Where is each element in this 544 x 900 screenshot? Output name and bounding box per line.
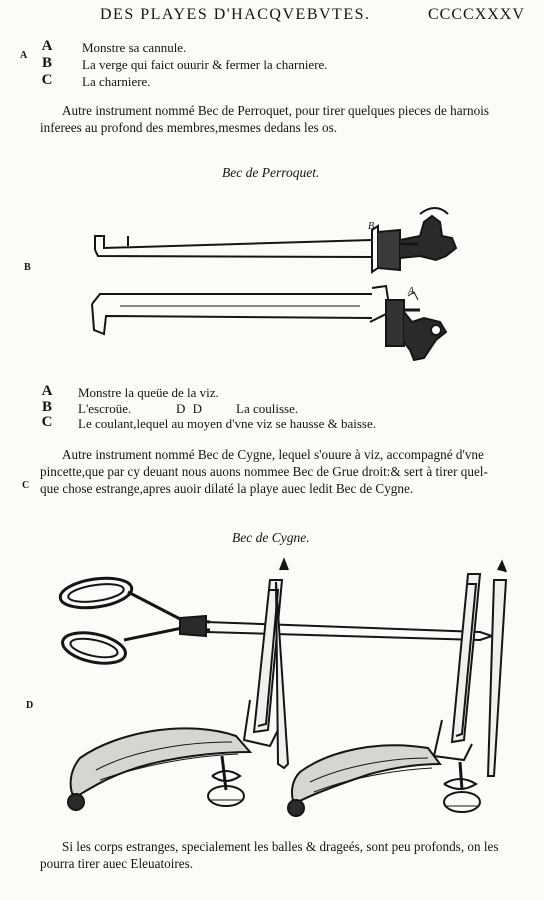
paragraph-2-line-3: que chose estrange,apres auoir dilaté la playe auec ledit Bec de Cygne. [40,481,414,496]
figure1-letter-bottom: A [408,286,415,297]
legend1-letter-c: C [41,72,53,88]
paragraph-2-line-2: pincette,que par cy deuant nous auons nommee Bec de Grue droit:& sert à tirer quel- [40,464,488,479]
legend2-letter-a: A [41,383,53,399]
legend1-text-c: La charniere. [82,74,151,89]
legend2-letter-b: B [41,399,52,415]
paragraph-3-line-1: Si les corps estranges, specialement les balles & drageés, sont peu profonds, on les [62,839,499,854]
figure1-letter-top: B [368,221,375,232]
margin-letter-a: A [20,50,28,61]
legend2-letter-c: C [41,414,53,430]
legend2-text-b: L'escroüe. [78,401,132,416]
margin-letter-c: C [22,480,30,491]
legend1-text-a: Monstre sa cannule. [82,40,187,55]
paragraph-3-line-2: pourra tirer auec Eleuatoires. [40,856,194,871]
legend2-text-a: Monstre la queüe de la viz. [78,385,219,400]
figure-caption-bec-de-cygne: Bec de Cygne. [232,530,310,545]
paragraph-2-line-1: Autre instrument nommé Bec de Cygne, lequel s'ouure à viz, accompagné d'vne [62,447,484,462]
legend2-extra-letters-dd: D D [176,401,205,416]
paragraph-1-line-1: Autre instrument nommé Bec de Perroquet, pour tirer quelques pieces de harnois [62,103,490,118]
page-folio-number: CCCCXXXV [428,6,525,23]
legend2-extra-text-coulisse: La coulisse. [236,401,299,416]
legend2-text-c: Le coulant,lequel au moyen d'vne viz se hausse & baisse. [78,416,377,431]
margin-letter-d: D [26,700,34,711]
margin-letter-b: B [24,262,31,273]
running-header-title: DES PLAYES D'HACQVEBVTES. [100,6,371,23]
legend1-letter-b: B [41,55,52,71]
legend1-text-b: La verge qui faict ouurir & fermer la charniere. [82,57,328,72]
legend1-letter-a: A [41,38,53,54]
figure-caption-bec-de-perroquet: Bec de Perroquet. [222,165,320,180]
paragraph-1-line-2: inferees au profond des membres,mesmes dedans les os. [40,120,338,135]
